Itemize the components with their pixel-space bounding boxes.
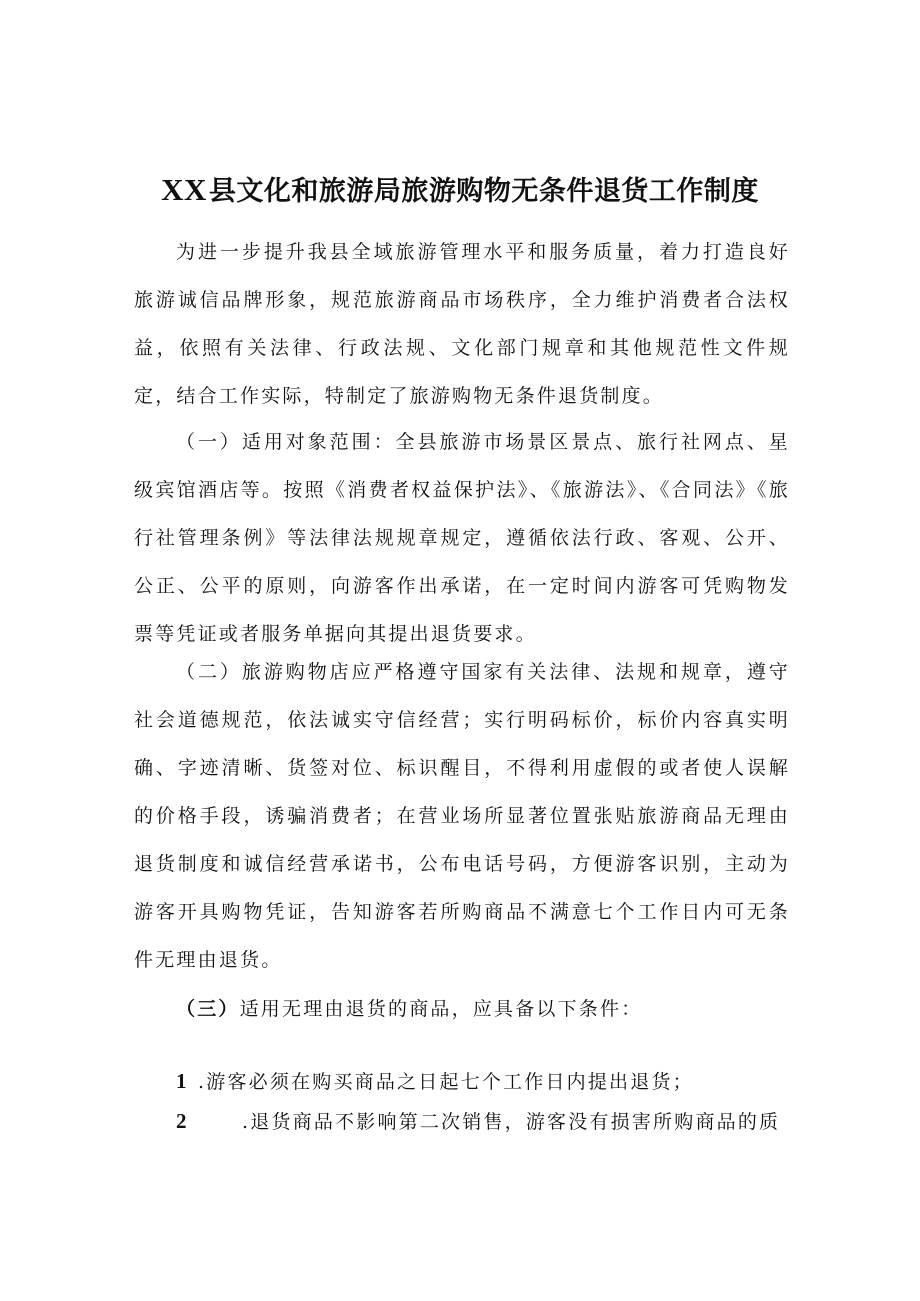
list-item-number: 2 — [176, 1109, 189, 1133]
list-item — [176, 1097, 780, 1146]
list-item-text: .退货商品不影响第二次销售，游客没有损害所购商品的质 — [242, 1111, 781, 1133]
title-text: 县文化和旅游局旅游购物无条件退货工作制度 — [208, 176, 759, 207]
intro-paragraph: 为进一步提升我县全域旅游管理水平和服务质量，着力打造良好旅游诚信品牌形象，规范旅游商品市场秩序，全力维护消费者合法权益，依照有关法律、行政法规、文化部门规章和其他规范性文件规定，结合工作实际，特制定了旅游购物无条件退货制度。 — [134, 241, 790, 407]
document-title — [0, 168, 920, 214]
section-3-paragraph — [134, 985, 790, 1033]
section-3-lead: （三） — [176, 998, 240, 1020]
list-item-text: .游客必须在购买商品之日起七个工作日内提出退货； — [198, 1071, 694, 1093]
title-prefix: XX — [161, 172, 207, 207]
list-item-number: 1 — [176, 1069, 189, 1093]
section-1-paragraph: （一）适用对象范围：全县旅游市场景区景点、旅行社网点、星级宾馆酒店等。按照《消费者权益保护法》、《旅游法》、《合同法》《旅行社管理条例》等法律法规规章规定，遵循依法行政、客观、公开、公正、公平的原则，向游客作出承诺，在一定时间内游客可凭购物发票等凭证或者服务单据向其提出退货要求。 — [134, 431, 790, 645]
section-3-text: 适用无理由退货的商品，应具备以下条件： — [239, 998, 643, 1020]
section-2-paragraph: （二）旅游购物店应严格遵守国家有关法律、法规和规章，遵守社会道德规范，依法诚实守信经营；实行明码标价，标价内容真实明确、字迹清晰、货签对位、标识醒目，不得利用虚假的或者使人误解的价格手段，诱骗消费者；在营业场所显著位置张贴旅游商品无理由退货制度和诚信经营承诺书，公布电话号码，方便游客识别，主动为游客开具购物凭证，告知游客若所购商品不满意七个工作日内可无条件无理由退货。 — [134, 661, 790, 971]
